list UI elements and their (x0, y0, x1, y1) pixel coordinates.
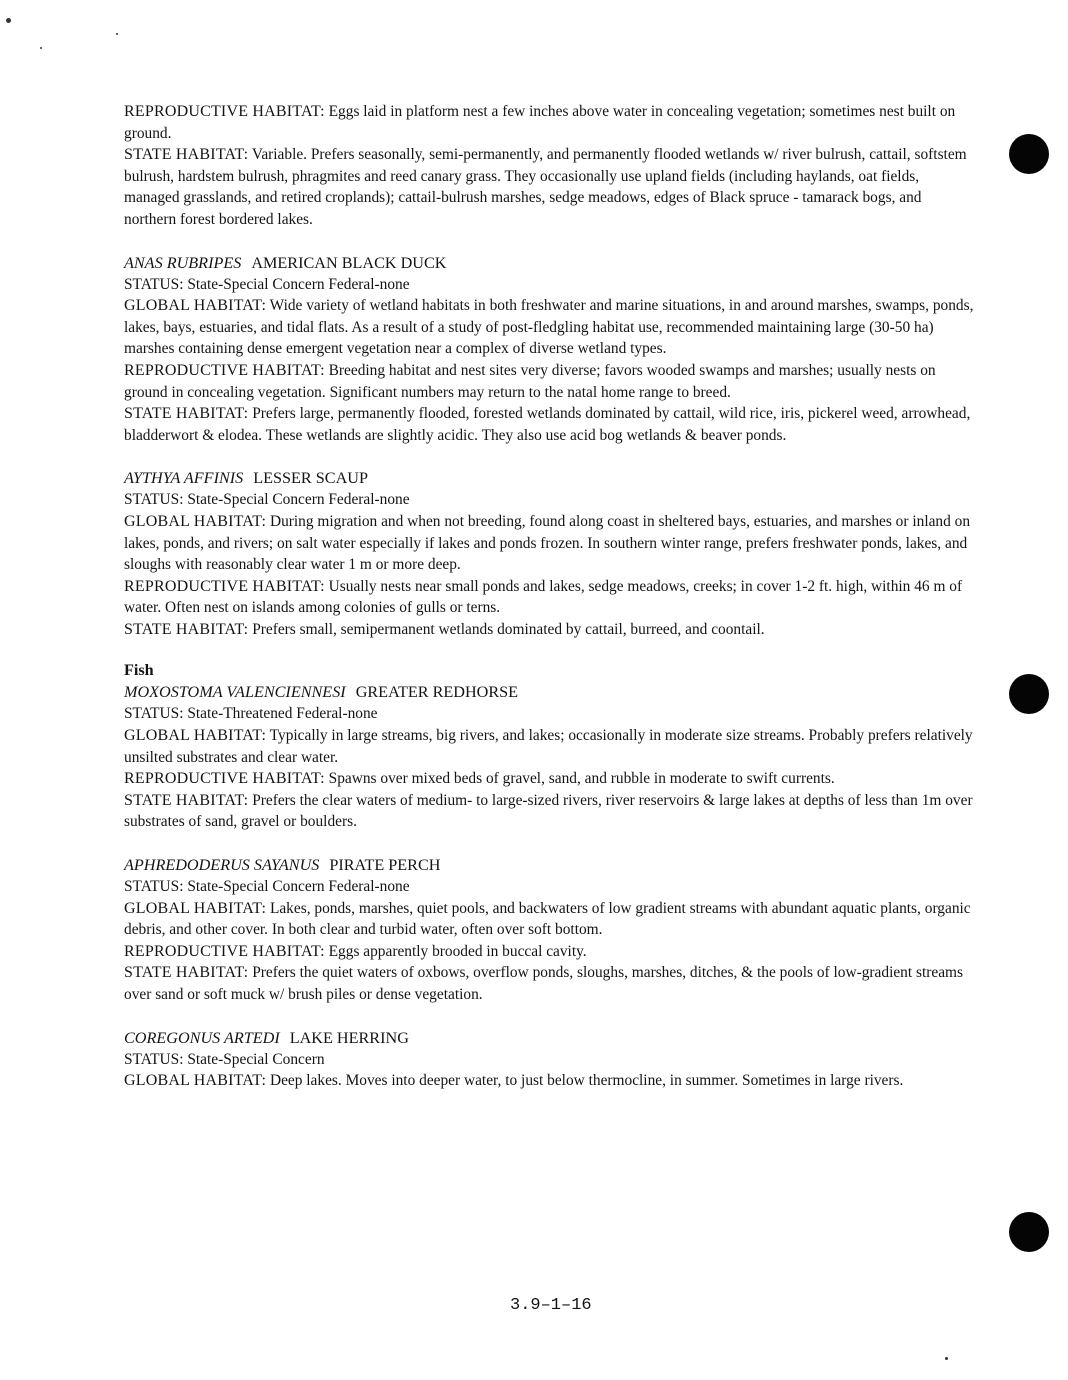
reproductive-habitat-text: Spawns over mixed beds of gravel, sand, and rubble in moderate to swift currents. (328, 770, 835, 788)
section-heading-fish: Fish (124, 661, 154, 680)
state-habitat-label: STATE HABITAT: (124, 964, 249, 982)
punch-hole-middle (1009, 674, 1049, 714)
reproductive-habitat-text: Breeding habitat and nest sites very diverse; favors wooded swamps and marshes; usually nests on ground in concealing vegetation. Significant numbers may return to the natal home range to breed. (124, 361, 936, 401)
reproductive-habitat-text: Eggs apparently brooded in buccal cavity. (328, 942, 587, 960)
intro-section (124, 101, 974, 231)
status-line: STATUS: State-Special Concern Federal-none (124, 491, 410, 509)
state-habitat-label: STATE HABITAT: (124, 146, 249, 164)
global-habitat-text: Lakes, ponds, marshes, quiet pools, and backwaters of low gradient streams with abundant aquatic plants, organic debris, and other cover. In both clear and turbid water, often over soft bottom. (124, 899, 971, 939)
global-habitat (124, 295, 974, 360)
common-name: LAKE HERRING (289, 1028, 409, 1047)
state-habitat-text: Prefers the quiet waters of oxbows, overflow ponds, sloughs, marshes, ditches, & the pools of low-gradient streams over sand or soft muck w/ brush piles or dense vegetation. (124, 964, 964, 1003)
reproductive-habitat-label: REPRODUCTIVE HABITAT: (124, 942, 325, 960)
global-habitat-label: GLOBAL HABITAT: (124, 727, 267, 745)
reproductive-habitat (124, 101, 974, 144)
global-habitat (124, 898, 974, 941)
status-line: STATUS: State-Special Concern Federal-none (124, 878, 410, 896)
punch-hole-bottom (1009, 1212, 1049, 1252)
document-page (124, 101, 974, 1113)
species-pirate-perch (124, 854, 974, 1006)
state-habitat-label: STATE HABITAT: (124, 791, 249, 809)
scientific-name: ANAS RUBRIPES (124, 253, 242, 272)
state-habitat (124, 144, 974, 230)
common-name: PIRATE PERCH (329, 856, 441, 875)
state-habitat (124, 962, 974, 1005)
state-habitat (124, 790, 974, 833)
scan-speck (945, 1357, 948, 1360)
species-heading (124, 681, 974, 703)
state-habitat-text: Variable. Prefers seasonally, semi-permanently, and permanently flooded wetlands w/ river bulrush, cattail, softstem bulrush, hardstem bulrush, phragmites and reed canary grass. They occasionally use upland fields (including haylands, oat fields, managed grasslands, and retired croplands); cattail-bulrush marshes, sedge meadows, edges of Black spruce - tamarack bogs, and northern forest bordered lakes. (124, 146, 967, 228)
species-heading (124, 854, 974, 876)
reproductive-habitat-label: REPRODUCTIVE HABITAT: (124, 361, 325, 379)
common-name: LESSER SCAUP (253, 469, 368, 488)
punch-hole-top (1009, 134, 1049, 174)
reproductive-habitat-text: Eggs laid in platform nest a few inches above water in concealing vegetation; sometimes nest built on ground. (124, 103, 956, 142)
global-habitat-text: Deep lakes. Moves into deeper water, to just below thermocline, in summer. Sometimes in large rivers. (269, 1072, 904, 1090)
global-habitat (124, 1070, 974, 1092)
state-habitat-text: Prefers the clear waters of medium- to large-sized rivers, river reservoirs & large lakes at depths of less than 1m over substrates of sand, gravel or boulders. (124, 791, 973, 831)
common-name: GREATER REDHORSE (355, 683, 519, 702)
global-habitat-label: GLOBAL HABITAT: (124, 1072, 267, 1090)
species-heading (124, 1027, 974, 1049)
reproductive-habitat (124, 576, 974, 619)
reproductive-habitat-label: REPRODUCTIVE HABITAT: (124, 103, 325, 120)
page-number: 3.9–1–16 (510, 1296, 592, 1315)
state-habitat (124, 403, 974, 446)
global-habitat-text: During migration and when not breeding, found along coast in sheltered bays, estuaries, and marshes or inland on lakes, ponds, and rivers; on salt water especially if lakes and ponds frozen. In southern winter range, prefers freshwater ponds, lakes, and sloughs with reasonably clear water 1 m or more deep. (124, 512, 971, 574)
state-habitat-label: STATE HABITAT: (124, 405, 249, 423)
reproductive-habitat-label: REPRODUCTIVE HABITAT: (124, 577, 325, 595)
global-habitat (124, 511, 974, 576)
scientific-name: COREGONUS ARTEDI (124, 1028, 280, 1047)
status-line: STATUS: State-Special Concern Federal-none (124, 275, 410, 293)
status-line: STATUS: State-Threatened Federal-none (124, 705, 378, 723)
common-name: AMERICAN BLACK DUCK (251, 253, 447, 272)
global-habitat (124, 725, 974, 768)
global-habitat-label: GLOBAL HABITAT: (124, 899, 267, 917)
scan-speck (40, 47, 42, 49)
reproductive-habitat (124, 360, 974, 403)
reproductive-habitat-label: REPRODUCTIVE HABITAT: (124, 770, 325, 788)
species-american-black-duck (124, 252, 974, 447)
global-habitat-label: GLOBAL HABITAT: (124, 512, 267, 530)
global-habitat-text: Wide variety of wetland habitats in both freshwater and marine situations, in and around marshes, swamps, ponds, lakes, bays, estuaries, and tidal flats. As a result of a study of post-fledgling habitat use, recommended maintaining large (30-50 ha) marshes containing dense emergent vegetation near a complex of diverse wetland types. (124, 297, 974, 358)
species-lake-herring (124, 1027, 974, 1092)
scan-speck (116, 33, 118, 35)
global-habitat-text: Typically in large streams, big rivers, and lakes; occasionally in moderate size streams. Probably prefers relatively unsilted substrates and clear water. (124, 727, 973, 766)
status-line: STATUS: State-Special Concern (124, 1050, 325, 1068)
species-greater-redhorse (124, 681, 974, 833)
species-heading (124, 467, 974, 489)
state-habitat-text: Prefers large, permanently flooded, forested wetlands dominated by cattail, wild rice, iris, pickerel weed, arrowhead, bladderwort & elodea. These wetlands are slightly acidic. They also use acid bog wetlands & beaver ponds. (124, 405, 971, 444)
scan-speck (6, 18, 11, 23)
reproductive-habitat (124, 941, 974, 963)
scientific-name: AYTHYA AFFINIS (124, 469, 244, 488)
scientific-name: APHREDODERUS SAYANUS (124, 856, 320, 875)
species-heading (124, 252, 974, 274)
reproductive-habitat (124, 768, 974, 790)
state-habitat (124, 619, 974, 641)
state-habitat-text: Prefers small, semipermanent wetlands dominated by cattail, burreed, and coontail. (252, 620, 765, 638)
species-lesser-scaup (124, 467, 974, 640)
global-habitat-label: GLOBAL HABITAT: (124, 297, 267, 315)
scientific-name: MOXOSTOMA VALENCIENNESI (124, 683, 346, 702)
state-habitat-label: STATE HABITAT: (124, 620, 249, 638)
reproductive-habitat-text: Usually nests near small ponds and lakes, sedge meadows, creeks; in cover 1-2 ft. high, within 46 m of water. Often nest on islands among colonies of gulls or terns. (124, 577, 963, 617)
